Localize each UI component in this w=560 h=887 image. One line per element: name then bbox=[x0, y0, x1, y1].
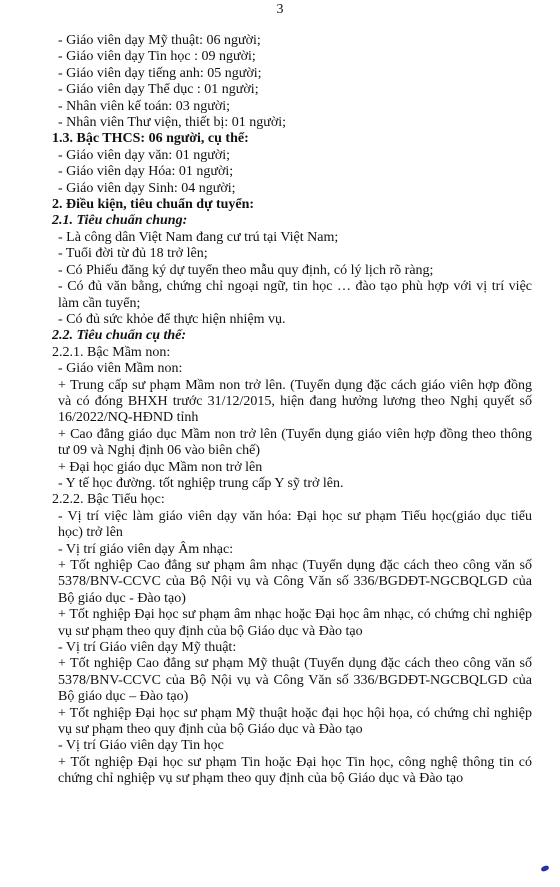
ink-mark bbox=[540, 865, 549, 872]
list-item: - Giáo viên dạy Tin học : 09 người; bbox=[58, 49, 256, 65]
list-item: + Cao đẳng giáo dục Mầm non trở lên (Tuyển dụng giáo viên hợp đồng theo thông tư 09 và Nghị định 06 vào biên chế) bbox=[58, 426, 532, 459]
list-item: + Trung cấp sư phạm Mầm non trở lên. (Tuyển dụng đặc cách giáo viên hợp đồng và có đóng BHXH trước 31/12/2015, hiện đang hưởng lương theo Nghị quyết số 16/2022/NQ-HĐND tỉnh bbox=[58, 377, 532, 426]
subsection-heading: 2.1. Tiêu chuẩn chung: bbox=[52, 213, 188, 229]
list-item: - Vị trí Giáo viên dạy Mỹ thuật: bbox=[58, 640, 237, 656]
list-item: - Có Phiếu đăng ký dự tuyển theo mẫu quy định, có lý lịch rõ ràng; bbox=[58, 262, 434, 278]
list-item: - Có đủ sức khỏe để thực hiện nhiệm vụ. bbox=[58, 311, 286, 327]
list-item: - Có đủ văn bằng, chứng chỉ ngoại ngữ, tin học … đào tạo phù hợp với vị trí việc làm cần tuyển; bbox=[58, 279, 532, 311]
document-body bbox=[46, 33, 532, 788]
list-item: - Giáo viên dạy Mỹ thuật: 06 người; bbox=[58, 33, 261, 48]
list-item: - Giáo viên dạy Sinh: 04 người; bbox=[58, 180, 236, 196]
section-heading: 2. Điều kiện, tiêu chuẩn dự tuyển: bbox=[52, 197, 255, 213]
list-item: - Là công dân Việt Nam đang cư trú tại Việt Nam; bbox=[58, 229, 339, 245]
list-item: + Đại học giáo dục Mầm non trở lên bbox=[58, 459, 263, 475]
list-item: + Tốt nghiệp Đại học sư phạm Mỹ thuật hoặc đại học hội họa, có chứng chỉ nghiệp vụ sư phạm theo quy định của bộ Giáo dục và Đào tạo bbox=[58, 705, 532, 738]
list-item: - Nhân viên Thư viện, thiết bị: 01 người; bbox=[58, 115, 287, 131]
sub-heading: 2.2.1. Bậc Mầm non: bbox=[52, 344, 171, 360]
list-item: + Tốt nghiệp Đại học sư phạm Tin hoặc Đại học Tin học, công nghệ thông tin có chứng chỉ nghiệp vụ sư phạm theo quy định của bộ Giáo dục và Đào tạo bbox=[58, 754, 532, 787]
list-item: - Giáo viên Mầm non: bbox=[58, 361, 183, 377]
sub-heading: 2.2.2. Bậc Tiểu học: bbox=[52, 492, 165, 508]
list-item: - Y tế học đường. tốt nghiệp trung cấp Y sỹ trở lên. bbox=[58, 475, 344, 491]
list-item: - Giáo viên dạy văn: 01 người; bbox=[58, 147, 231, 163]
list-item: - Vị trí Giáo viên dạy Tin học bbox=[58, 738, 224, 754]
list-item: - Giáo viên dạy tiếng anh: 05 người; bbox=[58, 65, 262, 81]
list-item: - Vị trí việc làm giáo viên dạy văn hóa: Đại học sư phạm Tiểu học(giáo dục tiểu học) trở lên bbox=[58, 508, 532, 541]
list-item: - Giáo viên dạy Hóa: 01 người; bbox=[58, 164, 234, 180]
list-item: - Tuổi đời từ đủ 18 trở lên; bbox=[58, 246, 208, 262]
list-item: - Giáo viên dạy Thể dục : 01 người; bbox=[58, 82, 259, 98]
list-item: + Tốt nghiệp Cao đẳng sư phạm Mỹ thuật (Tuyển dụng đặc cách theo công văn số 5378/BNV-CCVC của Bộ Nội vụ và Công Văn số 336/BGDĐT-NGCBQLGD của Bộ giáo dục – Đào tạo) bbox=[58, 656, 532, 705]
page-number: 3 bbox=[276, 2, 284, 17]
section-heading: 1.3. Bậc THCS: 06 người, cụ thể: bbox=[52, 131, 249, 147]
list-item: - Nhân viên kế toán: 03 người; bbox=[58, 98, 231, 114]
list-item: + Tốt nghiệp Cao đẳng sư phạm âm nhạc (Tuyển dụng đặc cách theo công văn số 5378/BNV-CCVC của Bộ Nội vụ và Công Văn số 336/BGDĐT-NGCBQLGD của Bộ giáo dục - Đào tạo) bbox=[58, 558, 532, 606]
list-item: - Vị trí giáo viên dạy Âm nhạc: bbox=[58, 541, 234, 557]
list-item: + Tốt nghiệp Đại học sư phạm âm nhạc hoặc Đại học âm nhạc, có chứng chỉ nghiệp vụ sư phạm theo quy định của bộ Giáo dục và Đào tạo bbox=[58, 607, 532, 639]
subsection-heading: 2.2. Tiêu chuẩn cụ thể: bbox=[52, 328, 187, 344]
